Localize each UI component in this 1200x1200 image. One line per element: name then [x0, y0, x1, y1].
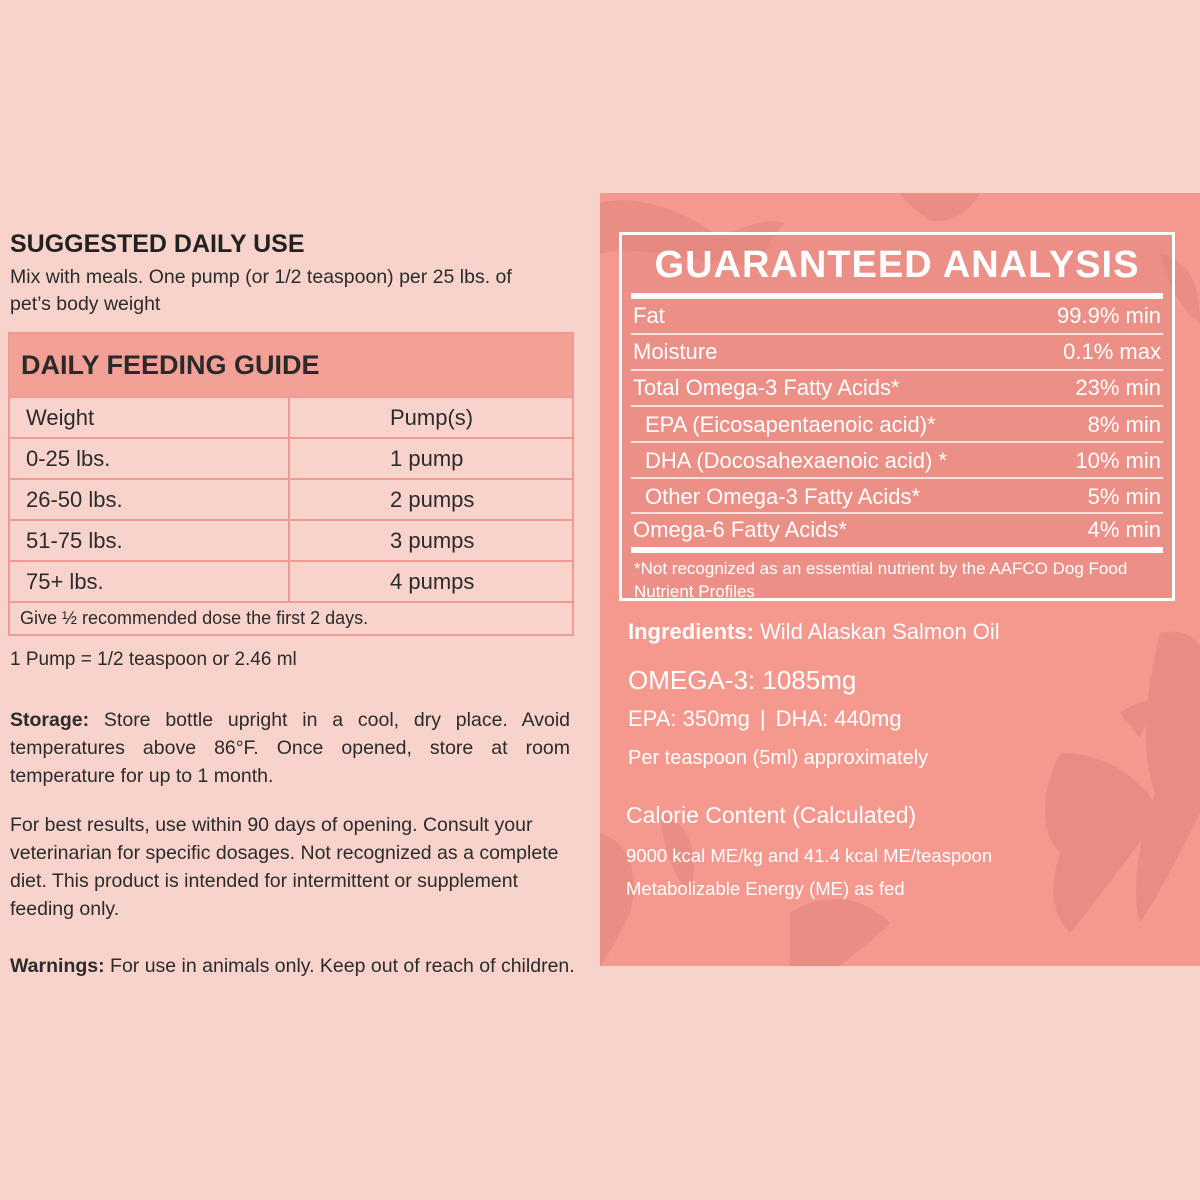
guide-note: Give ½ recommended dose the first 2 days.: [10, 602, 572, 634]
analysis-label: Omega-6 Fatty Acids*: [633, 517, 847, 542]
storage-text: Store bottle upright in a cool, dry place. Avoid temperatures above 86°F. Once opened, store at room temperature for up to 1 month.: [10, 709, 570, 787]
row-weight: 26-50 lbs.: [10, 479, 289, 520]
analysis-row: [633, 299, 1161, 333]
warnings-paragraph: [10, 952, 583, 980]
analysis-label: Moisture: [633, 339, 718, 364]
analysis-label: Other Omega-3 Fatty Acids*: [645, 484, 921, 509]
analysis-value: 10% min: [1075, 448, 1161, 473]
pump-equivalence: 1 Pump = 1/2 teaspoon or 2.46 ml: [10, 649, 297, 670]
row-weight: 75+ lbs.: [10, 561, 289, 602]
analysis-row: [633, 444, 1161, 478]
analysis-row: [633, 371, 1161, 405]
analysis-label: DHA (Docosahexaenoic acid) *: [645, 448, 948, 473]
separator: |: [759, 706, 766, 731]
row-pumps: 4 pumps: [289, 561, 572, 602]
ingredients-value: Wild Alaskan Salmon Oil: [760, 619, 1000, 644]
row-weight: 51-75 lbs.: [10, 520, 289, 561]
analysis-row: [633, 408, 1161, 442]
divider: [631, 547, 1163, 553]
row-weight: 0-25 lbs.: [10, 438, 289, 479]
divider: [631, 405, 1163, 407]
table-note-row: [10, 602, 572, 634]
table-row: [10, 438, 572, 479]
analysis-row: [633, 335, 1161, 369]
analysis-row: [633, 513, 1161, 547]
ingredients-line: [628, 619, 1000, 645]
table-row: [10, 479, 572, 520]
analysis-value: 4% min: [1087, 517, 1161, 542]
best-results-paragraph: For best results, use within 90 days of opening. Consult your veterinarian for specific dosages. Not recognized as a complete diet. This product is intended for intermittent or supplement feeding only.: [10, 814, 559, 920]
header-weight: Weight: [10, 397, 289, 438]
feeding-table: [10, 396, 572, 634]
warnings-label: Warnings:: [10, 955, 105, 977]
suggested-title: SUGGESTED DAILY USE: [10, 230, 305, 258]
epa-dha-line: [628, 706, 902, 732]
analysis-title: GUARANTEED ANALYSIS: [654, 244, 1140, 286]
divider: [631, 441, 1163, 443]
suggested-daily-use: [10, 226, 585, 318]
header-pumps: Pump(s): [289, 397, 572, 438]
omega3-total: OMEGA-3: 1085mg: [628, 665, 857, 695]
nutrition-panel: [600, 193, 1200, 966]
calorie-line-2: Metabolizable Energy (ME) as fed: [626, 878, 905, 899]
storage-label: Storage:: [10, 709, 90, 731]
analysis-footnote: *Not recognized as an essential nutrient by the AAFCO Dog Food Nutrient Profiles: [634, 559, 1128, 601]
divider: [631, 477, 1163, 479]
guaranteed-analysis-box: [619, 232, 1175, 601]
analysis-value: 23% min: [1075, 375, 1161, 400]
ingredients-label: Ingredients:: [628, 619, 754, 644]
row-pumps: 2 pumps: [289, 479, 572, 520]
analysis-label: Total Omega-3 Fatty Acids*: [633, 375, 900, 400]
epa-amount: EPA: 350mg: [628, 706, 750, 731]
analysis-value: 0.1% max: [1063, 339, 1161, 364]
row-pumps: 1 pump: [289, 438, 572, 479]
suggested-text: Mix with meals. One pump (or 1/2 teaspoon) per 25 lbs. of pet’s body weight: [10, 266, 512, 315]
analysis-value: 99.9% min: [1057, 303, 1161, 328]
table-row: [10, 561, 572, 602]
calorie-line-1: 9000 kcal ME/kg and 41.4 kcal ME/teaspoon: [626, 845, 993, 866]
analysis-row: [633, 480, 1161, 514]
per-teaspoon-note: Per teaspoon (5ml) approximately: [628, 747, 929, 769]
calorie-title: Calorie Content (Calculated): [626, 802, 917, 828]
table-row: [10, 520, 572, 561]
row-pumps: 3 pumps: [289, 520, 572, 561]
dha-amount: DHA: 440mg: [775, 706, 902, 731]
analysis-value: 5% min: [1087, 484, 1161, 509]
warnings-text: For use in animals only. Keep out of reach of children.: [110, 955, 575, 977]
storage-paragraph: [10, 706, 570, 790]
analysis-label: EPA (Eicosapentaenoic acid)*: [645, 412, 936, 437]
guide-header: [10, 334, 572, 396]
daily-feeding-guide: [8, 332, 574, 636]
analysis-label: Fat: [633, 303, 665, 328]
table-header-row: [10, 397, 572, 438]
analysis-value: 8% min: [1087, 412, 1161, 437]
guide-title: DAILY FEEDING GUIDE: [21, 349, 320, 380]
